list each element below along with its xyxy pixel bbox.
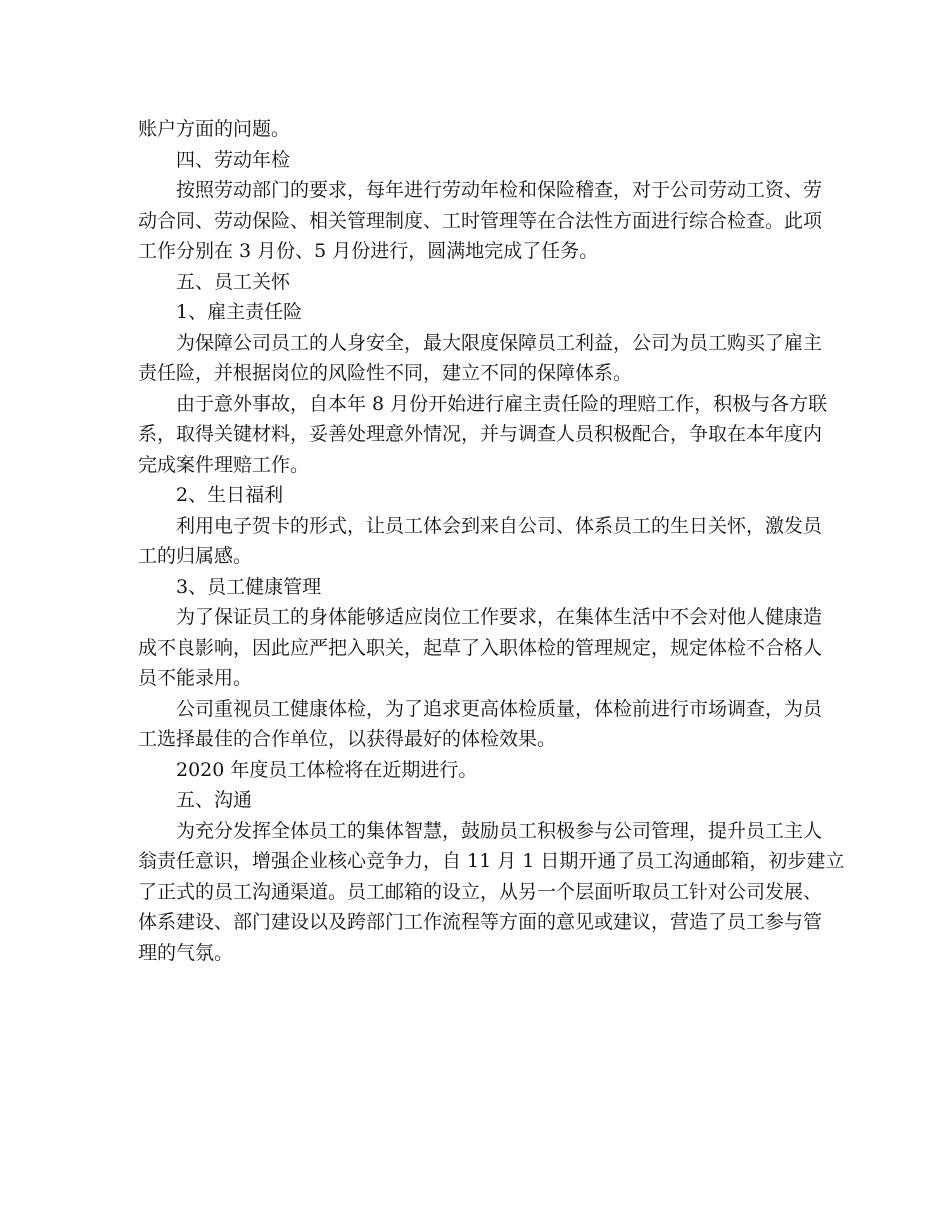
text-line: 完成案件理赔工作。 bbox=[138, 453, 310, 476]
text-line: 利用电子贺卡的形式，让员工体会到来自公司、体系员工的生日关怀，激发员 bbox=[176, 514, 823, 537]
text-line: 1、雇主责任险 bbox=[176, 301, 303, 323]
text-line: 了正式的员工沟通渠道。员工邮箱的设立，从另一个层面听取员工针对公司发展、 bbox=[138, 880, 823, 903]
text-line: 系，取得关键材料，妥善处理意外情况，并与调查人员积极配合，争取在本年度内 bbox=[138, 423, 823, 445]
text-line: 责任险，并根据岗位的风险性不同，建立不同的保障体系。 bbox=[138, 362, 633, 384]
text-line: 理的气氛。 bbox=[138, 941, 234, 964]
text-line: 账户方面的问题。 bbox=[138, 118, 291, 140]
text-line: 为了保证员工的身体能够适应岗位工作要求，在集体生活中不会对他人健康造 bbox=[176, 606, 823, 628]
text-line: 公司重视员工健康体检，为了追求更高体检质量，体检前进行市场调查，为员 bbox=[176, 697, 823, 720]
text-line: 五、沟通 bbox=[176, 789, 253, 811]
text-line: 动合同、劳动保险、相关管理制度、工时管理等在合法性方面进行综合检查。此项 bbox=[138, 209, 823, 232]
text-line: 2020 年度员工体检将在近期进行。 bbox=[176, 758, 478, 781]
text-line: 按照劳动部门的要求，每年进行劳动年检和保险稽查，对于公司劳动工资、劳 bbox=[176, 179, 823, 201]
text-line: 为充分发挥全体员工的集体智慧，鼓励员工积极参与公司管理，提升员工主人 bbox=[176, 819, 823, 842]
text-line: 为保障公司员工的人身安全，最大限度保障员工利益，公司为员工购买了雇主 bbox=[176, 331, 823, 354]
text-line: 工的归属感。 bbox=[138, 545, 253, 567]
text-line: 由于意外事故，自本年 8 月份开始进行雇主责任险的理赔工作，积极与各方联 bbox=[176, 392, 828, 415]
text-line: 四、劳动年检 bbox=[176, 148, 291, 171]
text-line: 体系建设、部门建设以及跨部门工作流程等方面的意见或建议，营造了员工参与管 bbox=[138, 911, 823, 933]
text-line: 2、生日福利 bbox=[176, 484, 284, 506]
text-line: 3、员工健康管理 bbox=[176, 575, 322, 598]
text-line: 五、员工关怀 bbox=[176, 270, 291, 293]
text-line: 成不良影响，因此应严把入职关，起草了入职体检的管理规定，规定体检不合格人 bbox=[138, 636, 823, 659]
text-line: 翁责任意识，增强企业核心竞争力，自 11 月 1 日期开通了员工沟通邮箱，初步建立 bbox=[138, 850, 845, 872]
text-line: 工选择最佳的合作单位，以获得最好的体检效果。 bbox=[138, 728, 557, 750]
text-line: 员不能录用。 bbox=[138, 667, 253, 689]
text-line: 工作分别在 3 月份、5 月份进行，圆满地完成了任务。 bbox=[138, 240, 599, 262]
